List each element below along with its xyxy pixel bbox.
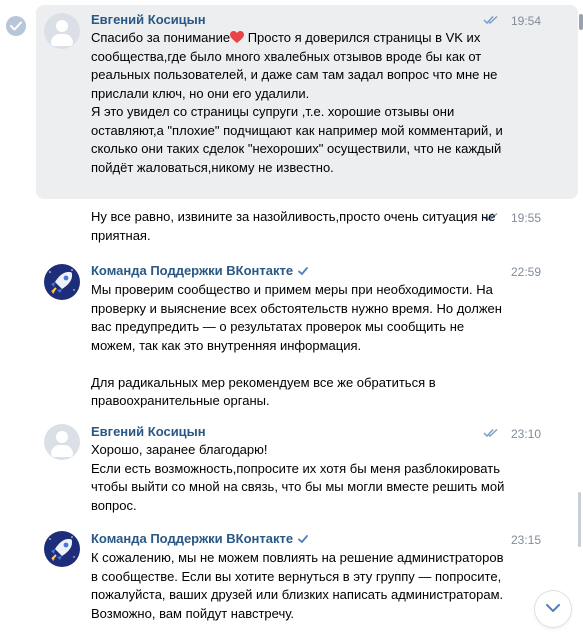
scroll-to-bottom-button[interactable] (535, 591, 571, 627)
message-time[interactable]: 23:10 (510, 427, 541, 441)
scrollbar[interactable] (578, 492, 581, 547)
rocket-icon (44, 264, 80, 300)
message-line: Хорошо, заранее благодарю! (91, 442, 268, 457)
message-line: Просто я доверился страницы в VK их сообщества,где было много хвалебных отзывов вроде бы как от реальных пользователей, и даже сам там задал вопрос что мне не прислали ключ, но они его удалили. (91, 30, 498, 101)
double-check-icon (483, 15, 499, 25)
message-text (91, 29, 511, 177)
double-check-icon (483, 428, 499, 438)
check-icon (10, 21, 22, 31)
message-text (91, 441, 511, 515)
rocket-icon (44, 531, 80, 567)
message-line: Мы проверим сообщество и примем меры при необходимости. На проверку и выяснение всех обстоятельств нужно время. Но должен вас предупредить — о результатах проверок мы сообщить не можем, так как это внутренняя информация. (91, 282, 502, 353)
message-time[interactable]: 19:55 (510, 211, 541, 225)
verified-icon (297, 533, 309, 545)
chevron-down-icon (546, 604, 560, 613)
message-time[interactable]: 19:54 (510, 14, 541, 28)
message-time[interactable]: 22:59 (510, 265, 541, 279)
message-line: Для радикальных мер рекомендуем все же обратиться в правоохранительные органы. (91, 374, 436, 408)
context-menu-handle[interactable] (579, 14, 583, 30)
message-line: Если есть возможность,попросите их хотя бы меня разблокировать чтобы выйти со мной на связь, что бы мы могли вместе решить мой вопрос. (91, 460, 505, 513)
message-time[interactable]: 23:15 (510, 533, 541, 547)
message-author[interactable]: Команда Поддержки ВКонтакте (91, 263, 309, 278)
message-author[interactable]: Команда Поддержки ВКонтакте (91, 531, 309, 546)
message-text (91, 281, 511, 411)
avatar[interactable] (44, 531, 80, 567)
verified-icon (297, 265, 309, 277)
message-text: К сожалению, мы не можем повлиять на решение администраторов в сообществе. Если вы хотите вернуться в эту группу — попросите, пожалуйста, ваших друзей или близких написать администраторам. Возможно, вам пойдут навстречу. (91, 550, 504, 621)
avatar[interactable] (44, 13, 80, 49)
message-author[interactable]: Евгений Косицын (91, 424, 206, 439)
message-author[interactable]: Евгений Косицын (91, 12, 206, 27)
message-line: Я это увидел со страницы супруги ,т.е. хорошие отзывы они оставляют,а "плохие" подчищают как например мой комментарий, и сколько они таких сделок "нехороших" осуществили, что не каждый пойдёт жаловаться,никому не известно. (91, 104, 503, 175)
heart-emoji (230, 31, 244, 44)
message-text: Ну все равно, извините за назойливость,просто очень ситуация не приятная. (91, 209, 496, 243)
message-select-check[interactable] (6, 16, 26, 36)
avatar[interactable] (44, 264, 80, 300)
avatar[interactable] (44, 424, 80, 460)
message-line: Спасибо за понимание (91, 30, 231, 45)
